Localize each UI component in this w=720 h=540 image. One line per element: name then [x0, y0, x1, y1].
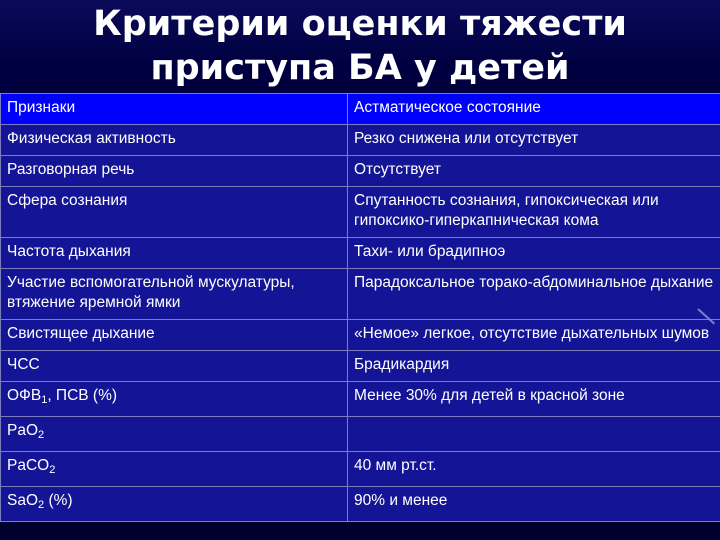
table-row [1, 269, 720, 320]
row-value: Парадоксальное торако-абдоминальное дыхание [348, 269, 720, 320]
table-row [1, 125, 720, 156]
row-value: Резко снижена или отсутствует [348, 125, 720, 156]
table-row [1, 320, 720, 351]
row-value: Спутанность сознания, гипоксическая или гипоксико-гиперкапническая кома [348, 187, 720, 238]
header-signs: Признаки [1, 94, 348, 125]
table-row [1, 351, 720, 382]
subscript: 2 [38, 429, 45, 441]
sign-text: (%) [44, 492, 73, 509]
row-value: «Немое» легкое, отсутствие дыхательных шумов [348, 320, 720, 351]
title-line-1: Критерии оценки тяжести [93, 4, 627, 44]
row-sign: Разговорная речь [1, 156, 348, 187]
table-row [1, 382, 720, 417]
subscript: 2 [38, 499, 45, 511]
row-sign [1, 382, 348, 417]
table-row [1, 187, 720, 238]
row-sign: Участие вспомогательной мускулатуры, втяжение яремной ямки [1, 269, 348, 320]
row-sign: ЧСС [1, 351, 348, 382]
table-row [1, 452, 720, 487]
table-header-row [1, 94, 720, 125]
sign-text: ОФВ [7, 387, 42, 404]
row-value: Брадикардия [348, 351, 720, 382]
sign-text: PaCO [7, 457, 50, 474]
title-line-2: приступа БА у детей [150, 48, 570, 88]
table-row [1, 238, 720, 269]
row-value: Менее 30% для детей в красной зоне [348, 382, 720, 417]
row-sign: Физическая активность [1, 125, 348, 156]
header-status: Астматическое состояние [348, 94, 720, 125]
subscript: 1 [41, 394, 48, 406]
row-value: Тахи- или брадипноэ [348, 238, 720, 269]
row-value: Отсутствует [348, 156, 720, 187]
row-sign [1, 452, 348, 487]
row-sign [1, 417, 348, 452]
row-sign: Частота дыхания [1, 238, 348, 269]
sign-text: SaO [7, 492, 39, 509]
table-row [1, 417, 720, 452]
sign-text: PaO [7, 422, 39, 439]
row-value: 40 мм рт.ст. [348, 452, 720, 487]
page-title [0, 2, 720, 90]
row-value: 90% и менее [348, 487, 720, 522]
table-row [1, 156, 720, 187]
row-sign: Свистящее дыхание [1, 320, 348, 351]
row-sign [1, 487, 348, 522]
sign-text: , ПСВ (%) [47, 387, 118, 404]
row-value [348, 417, 720, 452]
table-row [1, 487, 720, 522]
criteria-table [0, 93, 720, 522]
row-sign: Сфера сознания [1, 187, 348, 238]
subscript: 2 [49, 464, 56, 476]
